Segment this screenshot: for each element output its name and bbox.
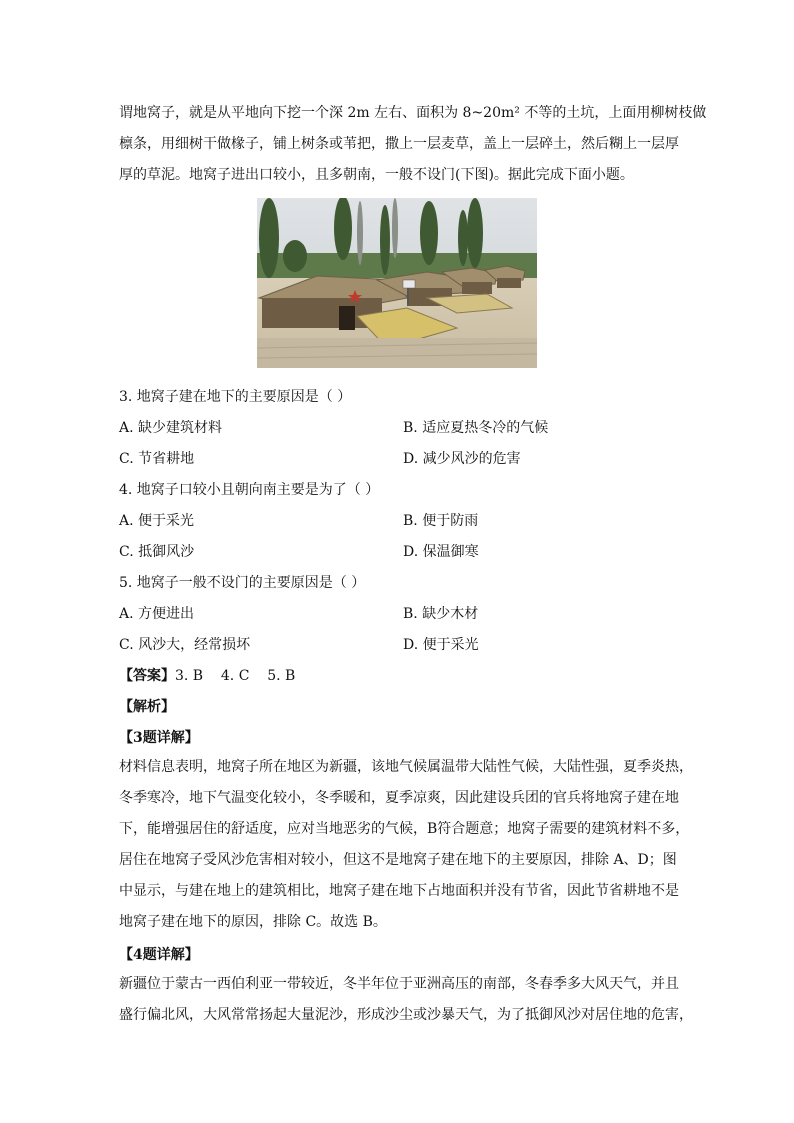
q4-explanation — [119, 969, 693, 1031]
q3-line: 冬季寒冷，地下气温变化较小，冬季暖和，夏季凉爽，因此建设兵团的官兵将地窝子建在地 — [119, 790, 679, 806]
q3-line: 地窝子建在地下的原因，排除 C。故选 B。 — [119, 914, 387, 930]
question-3-option-b: B. 适应夏热冬冷的气候 — [403, 420, 549, 436]
question-5-option-c: C. 风沙大，经常损坏 — [119, 637, 251, 653]
question-5-stem: 5. 地窝子一般不设门的主要原因是（ ） — [119, 575, 366, 591]
question-4-option-b: B. 便于防雨 — [403, 513, 479, 529]
question-5-option-b: B. 缺少木材 — [403, 606, 479, 622]
question-3-stem: 3. 地窝子建在地下的主要原因是（ ） — [119, 389, 352, 405]
question-5-option-d: D. 便于采光 — [403, 637, 479, 653]
q4-heading: 【4题详解】 — [119, 947, 199, 963]
answer-label: 【答案】 — [119, 668, 175, 684]
answer-text: 3. B 4. C 5. B — [175, 668, 296, 684]
intro-line: 檩条，用细树干做椽子，铺上树条或苇把，撒上一层麦草，盖上一层碎土，然后糊上一层厚 — [119, 136, 679, 152]
intro-paragraph — [119, 98, 707, 191]
question-4-option-c: C. 抵御风沙 — [119, 544, 195, 560]
q3-line: 下，能增强居住的舒适度，应对当地恶劣的气候，B符合题意；地窝子需要的建筑材料不多， — [119, 821, 690, 837]
question-5-option-a: A. 方便进出 — [119, 606, 195, 622]
question-4-option-d: D. 保温御寒 — [403, 544, 479, 560]
question-4-stem: 4. 地窝子口较小且朝向南主要是为了（ ） — [119, 482, 380, 498]
q4-line: 盛行偏北风，大风常常扬起大量泥沙，形成沙尘或沙暴天气，为了抵御风沙对居住地的危害， — [119, 1007, 693, 1023]
analysis-label: 【解析】 — [119, 699, 175, 715]
question-3-option-d: D. 减少风沙的危害 — [403, 451, 521, 467]
question-3-option-c: C. 节省耕地 — [119, 451, 195, 467]
q4-line: 新疆位于蒙古一西伯利亚一带较近，冬半年位于亚洲高压的南部，冬春季多大风天气，并且 — [119, 976, 679, 992]
question-3-option-a: A. 缺少建筑材料 — [119, 420, 223, 436]
question-4-option-a: A. 便于采光 — [119, 513, 195, 529]
q3-heading: 【3题详解】 — [119, 730, 199, 746]
answer-line — [119, 665, 295, 685]
q3-explanation — [119, 752, 693, 938]
q3-line: 中显示，与建在地上的建筑相比，地窝子建在地下占地面积并没有节省，因此节省耕地不是 — [119, 883, 679, 899]
q3-line: 材料信息表明，地窝子所在地区为新疆，该地气候属温带大陆性气候，大陆性强，夏季炎热， — [119, 759, 693, 775]
dugout-photo — [257, 198, 537, 368]
intro-line: 谓地窝子，就是从平地向下挖一个深 2m 左右、面积为 8~20m² 不等的土坑，上面用柳树枝做 — [119, 105, 707, 121]
intro-line: 厚的草泥。地窝子进出口较小，且多朝南，一般不设门(下图)。据此完成下面小题。 — [119, 167, 634, 183]
q3-line: 居住在地窝子受风沙危害相对较小，但这不是地窝子建在地下的主要原因，排除 A、D；图 — [119, 852, 677, 868]
